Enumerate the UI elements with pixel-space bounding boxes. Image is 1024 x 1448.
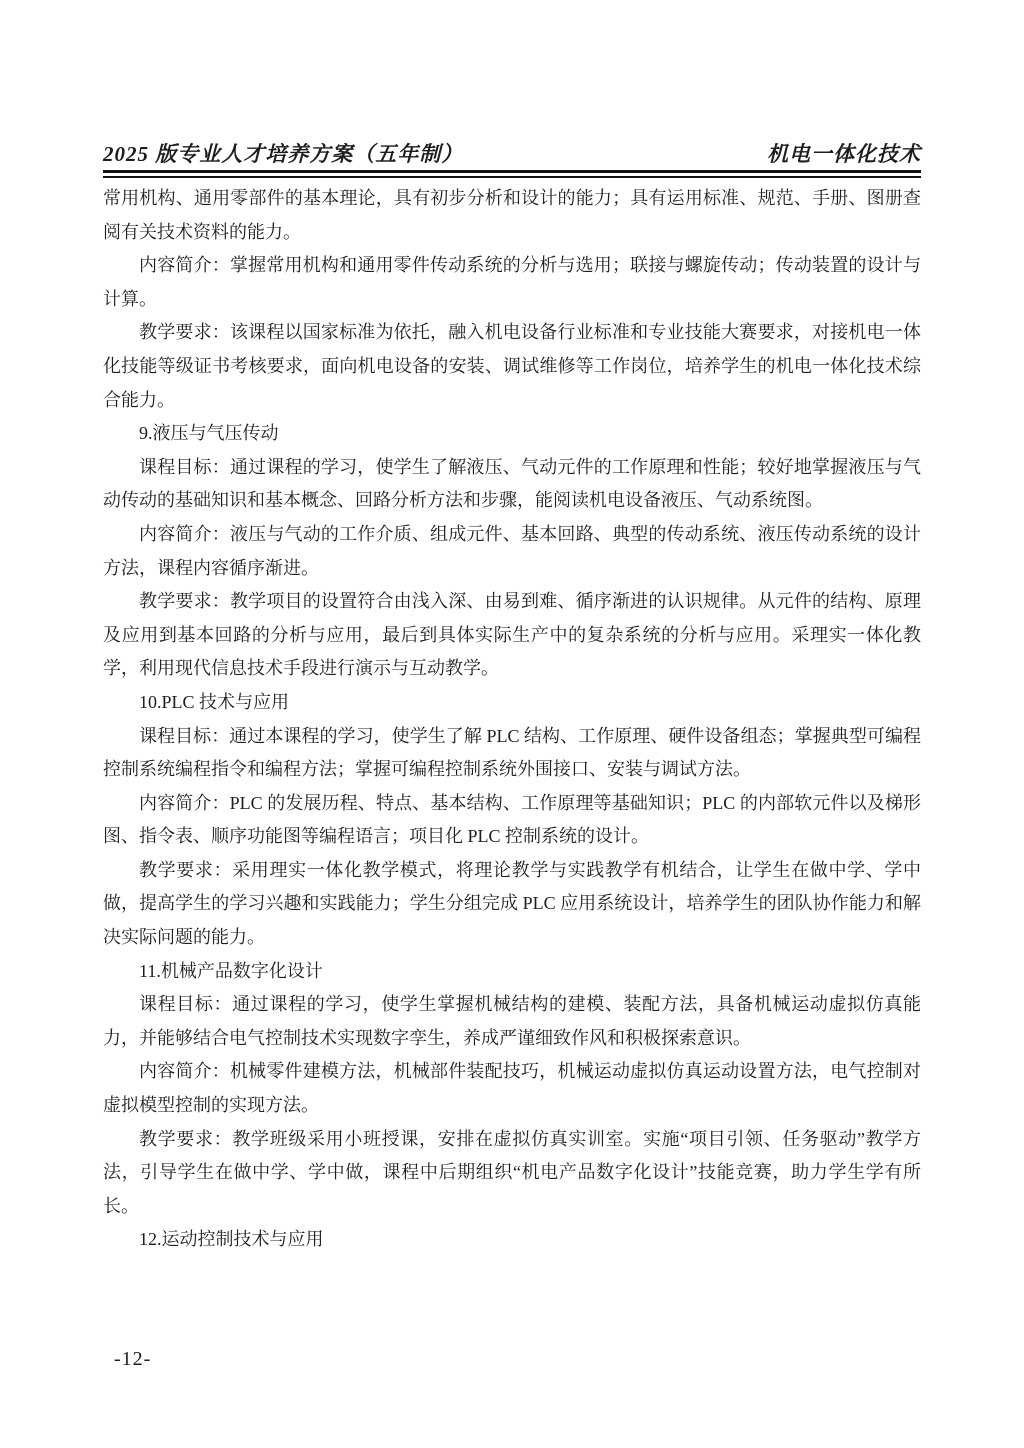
header-double-rule — [103, 170, 921, 178]
document-body — [103, 182, 921, 1257]
course-heading: 11.机械产品数字化设计 — [139, 960, 323, 981]
header-left-title: 2025 版专业人才培养方案（五年制） — [103, 142, 464, 166]
paragraph: 常用机构、通用零部件的基本理论，具有初步分析和设计的能力；具有运用标准、规范、手册、图册查阅有关技术资料的能力。 — [103, 188, 921, 242]
page-number: -12- — [114, 1348, 152, 1370]
paragraph: 内容简介：机械零件建模方法，机械部件装配技巧，机械运动虚拟仿真运动设置方法，电气控制对虚拟模型控制的实现方法。 — [103, 1061, 921, 1116]
header-right-title: 机电一体化技术 — [767, 142, 921, 166]
paragraph: 教学要求：教学班级采用小班授课，安排在虚拟仿真实训室。实施“项目引领、任务驱动”教学方法，引导学生在做中学、学中做，课程中后期组织“机电产品数字化设计”技能竞赛，助力学生学有所长。 — [103, 1128, 921, 1216]
paragraph: 课程目标：通过课程的学习，使学生了解液压、气动元件的工作原理和性能；较好地掌握液压与气动传动的基础知识和基本概念、回路分析方法和步骤，能阅读机电设备液压、气动系统图。 — [103, 456, 921, 511]
paragraph: 内容简介：掌握常用机构和通用零件传动系统的分析与选用；联接与螺旋传动；传动装置的设计与计算。 — [103, 255, 921, 309]
running-header — [103, 138, 921, 168]
course-heading: 12.运动控制技术与应用 — [139, 1229, 324, 1250]
paragraph: 课程目标：通过本课程的学习，使学生了解 PLC 结构、工作原理、硬件设备组态；掌握典型可编程控制系统编程指令和编程方法；掌握可编程控制系统外围接口、安装与调试方法。 — [103, 725, 921, 780]
paragraph: 内容简介：PLC 的发展历程、特点、基本结构、工作原理等基础知识；PLC 的内部软元件以及梯形图、指令表、顺序功能图等编程语言；项目化 PLC 控制系统的设计。 — [103, 792, 921, 847]
course-heading: 10.PLC 技术与应用 — [139, 691, 290, 712]
paragraph: 教学要求：该课程以国家标准为依托，融入机电设备行业标准和专业技能大赛要求，对接机电一体化技能等级证书考核要求，面向机电设备的安装、调试维修等工作岗位，培养学生的机电一体化技术综合能力。 — [103, 322, 921, 410]
course-heading: 9.液压与气压传动 — [139, 423, 279, 444]
paragraph: 内容简介：液压与气动的工作介质、组成元件、基本回路、典型的传动系统、液压传动系统的设计方法，课程内容循序渐进。 — [103, 523, 921, 578]
paragraph: 课程目标：通过课程的学习，使学生掌握机械结构的建模、装配方法，具备机械运动虚拟仿真能力，并能够结合电气控制技术实现数字孪生，养成严谨细致作风和积极探索意识。 — [103, 994, 921, 1048]
paragraph: 教学要求：采用理实一体化教学模式，将理论教学与实践教学有机结合，让学生在做中学、学中做，提高学生的学习兴趣和实践能力；学生分组完成 PLC 应用系统设计，培养学生的团队协作能力和解决实际问题的能力。 — [103, 859, 921, 948]
paragraph: 教学要求：教学项目的设置符合由浅入深、由易到难、循序渐进的认识规律。从元件的结构、原理及应用到基本回路的分析与应用，最后到具体实际生产中的复杂系统的分析与应用。采理实一体化教学，利用现代信息技术手段进行演示与互动教学。 — [103, 591, 921, 679]
